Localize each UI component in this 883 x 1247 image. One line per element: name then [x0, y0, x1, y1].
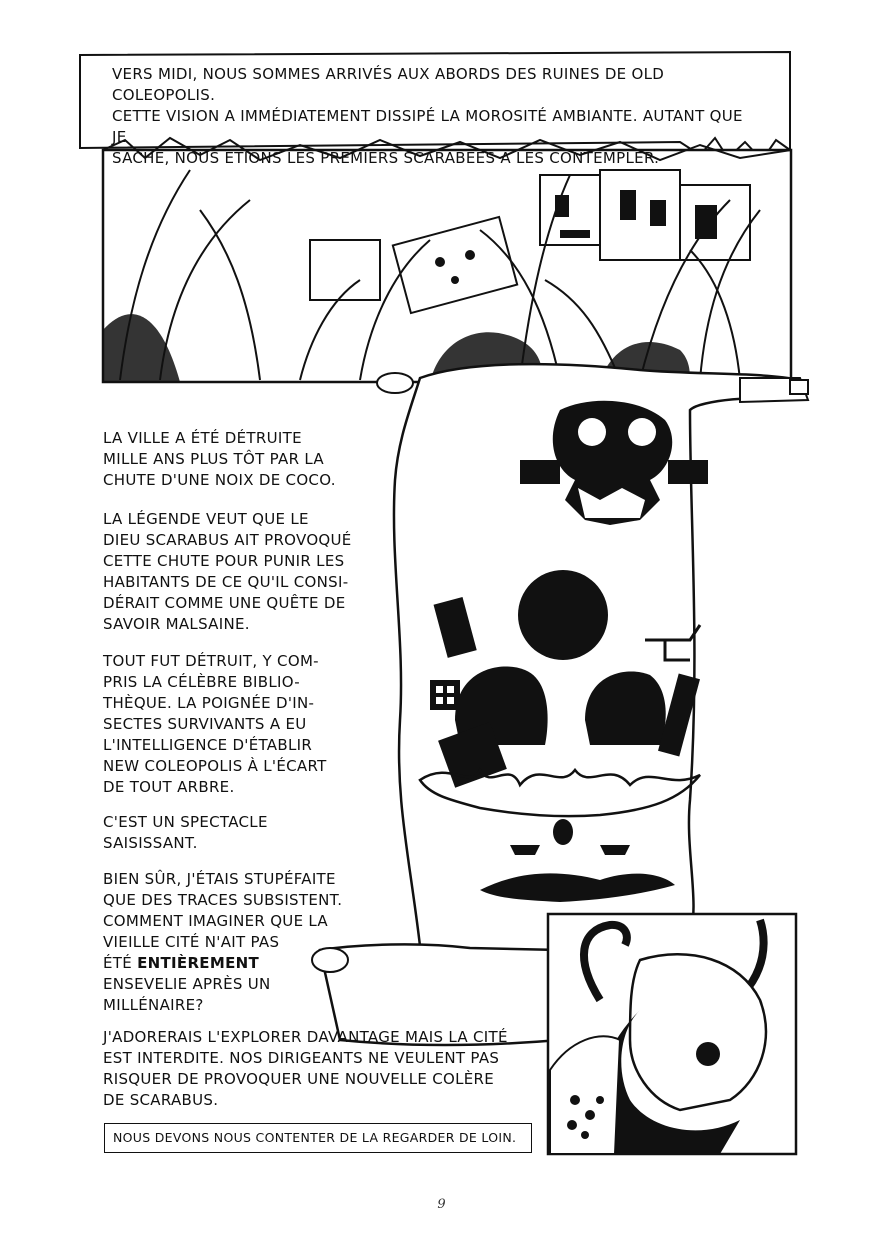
narration-line: J'ADORERAIS L'EXPLORER DAVANTAGE MAIS LA CITÉ [103, 1028, 508, 1046]
narration-line: MILLE ANS PLUS TÔT PAR LA [103, 450, 324, 468]
narration-line: LA LÉGENDE VEUT QUE LE [103, 510, 309, 528]
narration-paragraph-5 [103, 869, 373, 1016]
narration-line-emphasis [103, 953, 373, 974]
narration-text: ÉTÉ [103, 954, 138, 972]
narration-line: EST INTERDITE. NOS DIRIGEANTS NE VEULENT PAS [103, 1049, 500, 1067]
top-caption-line: VERS MIDI, NOUS SOMMES ARRIVÉS AUX ABORDS DES RUINES DE OLD COLEOPOLIS. [112, 65, 665, 104]
narration-line: DÉRAIT COMME UNE QUÊTE DE [103, 594, 346, 612]
narration-line: CHUTE D'UNE NOIX DE COCO. [103, 471, 336, 489]
narration-line: HABITANTS DE CE QU'IL CONSI- [103, 573, 349, 591]
narration-line: VIEILLE CITÉ N'AIT PAS [103, 933, 280, 951]
narration-paragraph-6 [103, 1027, 543, 1111]
narration-line: NEW COLEOPOLIS À L'ÉCART [103, 757, 327, 775]
beetle-character-panel [548, 914, 796, 1154]
top-caption-line: SACHE, NOUS ÉTIONS LES PREMIERS SCARABÉES À LES CONTEMPLER. [112, 149, 660, 167]
narration-paragraph-3 [103, 651, 373, 798]
narration-paragraph-2 [103, 509, 373, 635]
narration-line: QUE DES TRACES SUBSISTENT. [103, 891, 343, 909]
narration-line: DIEU SCARABUS AIT PROVOQUÉ [103, 531, 352, 549]
narration-line: SECTES SURVIVANTS A EU [103, 715, 307, 733]
narration-line: THÈQUE. LA POIGNÉE D'IN- [103, 694, 315, 712]
narration-paragraph-4 [103, 812, 373, 854]
scarab-figure-glyph [553, 819, 573, 845]
narration-line: SAVOIR MALSAINE. [103, 615, 250, 633]
narration-paragraph-1 [103, 428, 373, 491]
narration-line: MILLÉNAIRE? [103, 996, 204, 1014]
narration-line: C'EST UN SPECTACLE [103, 813, 268, 831]
narration-line: DE TOUT ARBRE. [103, 778, 235, 796]
top-caption-line: CETTE VISION A IMMÉDIATEMENT DISSIPÉ LA MOROSITÉ AMBIANTE. AUTANT QUE JE [112, 107, 743, 146]
narration-line: DE SCARABUS. [103, 1091, 219, 1109]
narration-line: ENSEVELIE APRÈS UN [103, 975, 271, 993]
narration-line: PRIS LA CÉLÈBRE BIBLIO- [103, 673, 300, 691]
dark-sun-glyph [518, 570, 608, 660]
narration-line: BIEN SÛR, J'ÉTAIS STUPÉFAITE [103, 870, 336, 888]
narration-line: COMMENT IMAGINER QUE LA [103, 912, 328, 930]
narration-line: SAISISSANT. [103, 834, 198, 852]
narration-line: LA VILLE A ÉTÉ DÉTRUITE [103, 429, 302, 447]
emphasis-word: ENTIÈREMENT [137, 954, 260, 972]
narration-line: TOUT FUT DÉTRUIT, Y COM- [103, 652, 319, 670]
page-number: 9 [437, 1197, 446, 1212]
narration-line: CETTE CHUTE POUR PUNIR LES [103, 552, 345, 570]
bottom-caption-text: NOUS DEVONS NOUS CONTENTER DE LA REGARDER DE LOIN. [113, 1130, 517, 1145]
bottom-caption-box [104, 1123, 532, 1153]
top-caption [112, 64, 752, 169]
narration-line: RISQUER DE PROVOQUER UNE NOUVELLE COLÈRE [103, 1070, 495, 1088]
narration-line: L'INTELLIGENCE D'ÉTABLIR [103, 736, 313, 754]
